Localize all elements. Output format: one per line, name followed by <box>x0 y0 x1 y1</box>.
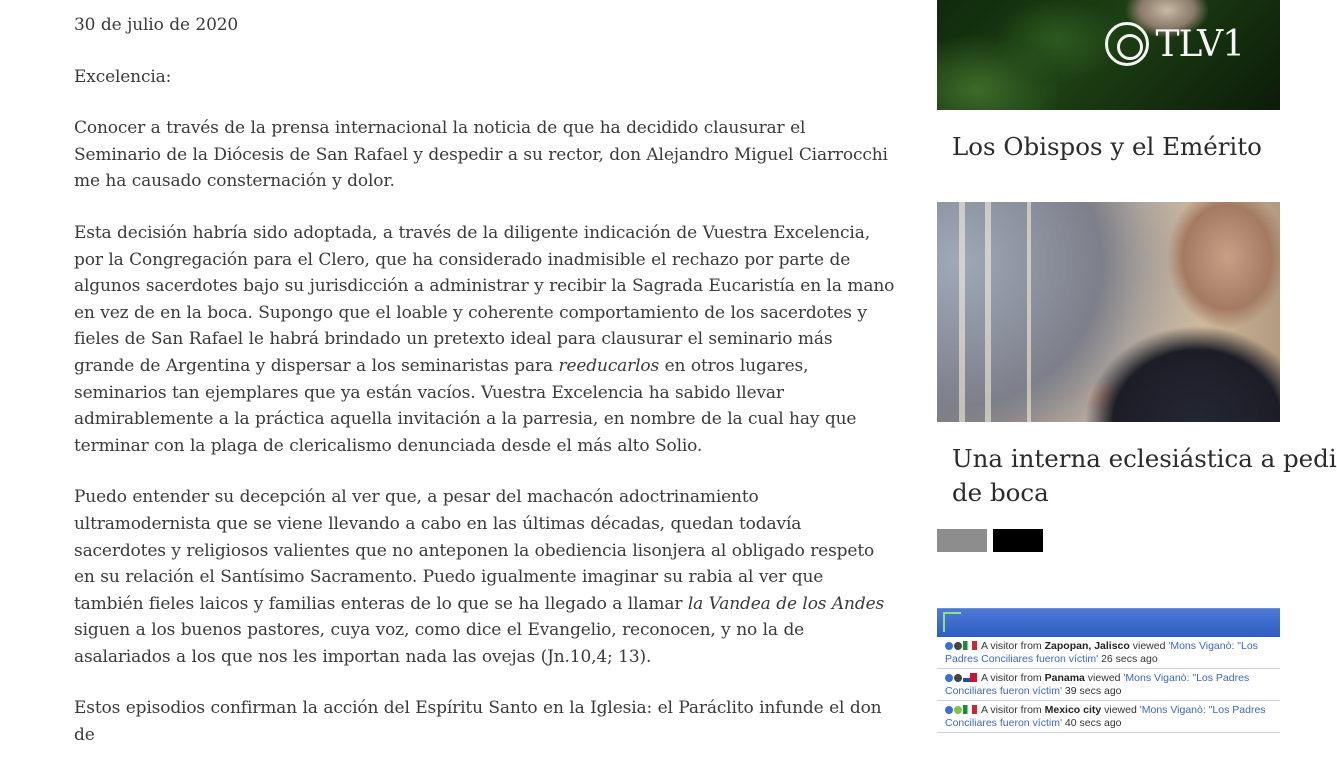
video-thumbnail-1[interactable] <box>937 0 1280 110</box>
visitor-feed-row <box>937 669 1280 701</box>
feed-logo-icon <box>943 612 961 632</box>
visitor-place: Mexico city <box>1044 704 1102 717</box>
visitor-place: Zapopan, Jalisco <box>1044 640 1130 653</box>
visitor-prefix: A visitor from <box>981 672 1045 685</box>
decorative-stripe <box>1027 202 1031 422</box>
gray-button[interactable] <box>937 529 987 552</box>
paragraph-3-text-a: Puedo entender su decepción al ver que, a pesar del machacón adoctrinamiento ultramodernista que se viene llevando a cabo en las últimas décadas, quedan todavía sacerdotes y religiosos valientes que no anteponen la obediencia lisonjera al obligado respeto en su relación el Santísimo Sacramento. Puedo igualmente imaginar su rabia al ver que también fieles laicos y familias enteras de lo que se ha llegado a llamar <box>74 487 875 614</box>
paragraph-2-text-a: Esta decisión habría sido adoptada, a través de la diligente indicación de Vuestra Excelencia, por la Congregación para el Clero, que ha considerado inadmisible el rechazo por parte de algunos sacerdotes bajo su jurisdicción a administrar y recibir la Sagrada Eucaristía en la mano en vez de en la boca. Supongo que el loable y coherente comportamiento de los sacerdotes y fieles de San Rafael le habrá brindado un pretexto ideal para clausurar el seminario más grande de Argentina y dispersar a los seminaristas para <box>74 222 895 376</box>
mexico-flag-icon <box>963 641 977 650</box>
article-paragraph-4: Estos episodios confirman la acción del Espíritu Santo en la Iglesia: el Paráclito infunde el don de <box>74 698 882 746</box>
paragraph-2-text-b: en otros lugares, seminarios tan ejemplares que ya están vacíos. Vuestra Excelencia ha sabido llevar admirablemente a la práctica aquella invitación a la parresia, en nombre de la cual hay que terminar con la plaga de clericalismo denunciada desde el más alto Solio. <box>74 355 857 456</box>
visitor-feed-header <box>937 609 1280 637</box>
article-greeting: Excelencia: <box>74 66 172 87</box>
visitor-viewed: viewed <box>1101 704 1140 717</box>
article-paragraph-1: Conocer a través de la prensa internacional la noticia de que ha decidido clausurar el Seminario de la Diócesis de San Rafael y despedir a su rector, don Alejandro Miguel Ciarrocchi me ha causado consternación y dolor. <box>74 118 888 192</box>
visitor-time: 26 secs ago <box>1098 652 1158 665</box>
apple-icon <box>954 674 962 682</box>
visitor-feed-widget <box>937 608 1280 729</box>
video-thumbnail-2[interactable] <box>937 202 1280 422</box>
paragraph-2-emphasis: reeducarlos <box>558 355 660 376</box>
decorative-stripe <box>959 202 965 422</box>
globe-icon <box>945 706 953 714</box>
article-paragraph-3 <box>74 484 896 670</box>
visitor-place: Panama <box>1044 672 1085 685</box>
logo-text: TLV1 <box>1155 23 1244 65</box>
visitor-prefix: A visitor from <box>981 640 1045 653</box>
visitor-feed-row <box>937 701 1280 733</box>
article-paragraph-2 <box>74 220 896 459</box>
visitor-viewed: viewed <box>1129 640 1169 653</box>
mexico-flag-icon <box>963 705 977 714</box>
visitor-time: 39 secs ago <box>1061 684 1122 697</box>
apple-icon <box>954 642 962 650</box>
card-title-1[interactable]: Los Obispos y el Emérito <box>952 132 1262 161</box>
globe-icon <box>945 642 953 650</box>
panama-flag-icon <box>963 673 977 682</box>
android-icon <box>954 706 962 714</box>
article-date: 30 de julio de 2020 <box>74 15 239 35</box>
card-title-2[interactable] <box>952 442 1337 510</box>
visitor-page-link[interactable]: 'Mons Viganò: "Los Padres Conciliares fueron víctim' <box>945 640 1258 665</box>
sidebar <box>937 0 1337 729</box>
globe-icon <box>945 674 953 682</box>
card-title-2-line-2: de boca <box>952 478 1049 507</box>
logo-ring-icon <box>1105 22 1149 66</box>
paragraph-3-text-b: siguen a los buenos pastores, cuya voz, como dice el Evangelio, reconocen, y no la de asalariados a los que nos les importan nada las ovejas (Jn.10,4; 13). <box>74 620 805 667</box>
visitor-prefix: A visitor from <box>981 704 1045 717</box>
black-button[interactable] <box>993 529 1043 552</box>
decorative-stripe <box>985 202 991 422</box>
visitor-feed-row <box>937 637 1280 669</box>
visitor-time: 40 secs ago <box>1061 716 1122 729</box>
card-title-2-line-1: Una interna eclesiástica a pedi <box>952 444 1337 473</box>
article-body <box>74 12 896 774</box>
visitor-page-link[interactable]: 'Mons Viganò: "Los Padres Conciliares fueron víctim' <box>945 704 1266 729</box>
visitor-viewed: viewed <box>1084 672 1124 685</box>
paragraph-3-emphasis: la Vandea de los Andes <box>687 593 885 614</box>
visitor-page-link[interactable]: 'Mons Viganò: "Los Padres Conciliares fueron víctim' <box>945 672 1250 697</box>
channel-logo <box>1105 22 1244 66</box>
